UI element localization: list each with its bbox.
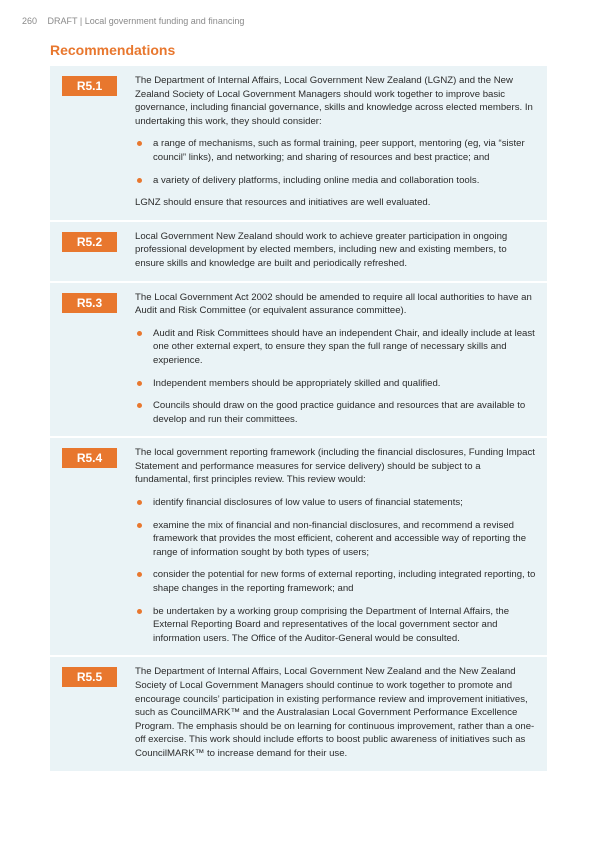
bullet-text: Independent members should be appropriately skilled and qualified. [153, 377, 441, 389]
recommendation-r5-1 [50, 66, 547, 222]
running-header [22, 16, 244, 26]
bullet-item [135, 174, 537, 188]
recommendation-intro: The local government reporting framework (including the financial disclosures, Funding Impact Statement and performance measures for service delivery) should be subject to a fundamental, first principles review. This review would: [135, 447, 535, 486]
recommendation-badge: R5.1 [62, 76, 117, 96]
bullet-text: Audit and Risk Committees should have an independent Chair, and ideally include at least one other external expert, to ensure they span the full range of necessary skills and experience. [153, 327, 535, 366]
bullet-dot-icon [137, 523, 142, 528]
recommendation-text [135, 665, 537, 760]
bullet-item [135, 568, 537, 595]
recommendation-badge: R5.2 [62, 232, 117, 252]
bullet-dot-icon [137, 403, 142, 408]
bullet-text: examine the mix of financial and non-financial disclosures, and recommend a revised framework that provides the most efficient, coherent and accessible way of reporting the range of information sought by both types of users; [153, 519, 527, 558]
recommendation-r5-3 [50, 283, 547, 439]
recommendation-outro: LGNZ should ensure that resources and initiatives are well evaluated. [135, 197, 431, 209]
bullet-item [135, 137, 537, 164]
recommendations-list [50, 66, 547, 773]
bullet-dot-icon [137, 331, 142, 336]
bullet-text: a range of mechanisms, such as formal training, peer support, mentoring (eg, via “sister council” links), and networking; and sharing of resources and best practice; and [153, 138, 525, 163]
bullet-dot-icon [137, 500, 142, 505]
recommendation-intro: The Local Government Act 2002 should be amended to require all local authorities to have an Audit and Risk Committee (or equivalent assurance committee). [135, 291, 532, 317]
bullet-text: a variety of delivery platforms, including online media and collaboration tools. [153, 174, 480, 186]
page-number: 260 [22, 16, 38, 26]
document-title: DRAFT | Local government funding and financing [47, 16, 245, 26]
bullet-dot-icon [137, 178, 142, 183]
bullet-dot-icon [137, 381, 142, 386]
bullet-item [135, 496, 537, 510]
bullet-item [135, 519, 537, 560]
recommendation-text [135, 291, 537, 427]
bullet-dot-icon [137, 609, 142, 614]
bullet-item [135, 399, 537, 426]
bullet-text: be undertaken by a working group comprising the Department of Internal Affairs, the External Reporting Board and representatives of the local government sector and information users. The Office of the Auditor-General would be consulted. [153, 605, 510, 644]
recommendation-text [135, 446, 537, 645]
recommendation-intro: The Department of Internal Affairs, Local Government New Zealand (LGNZ) and the New Zealand Society of Local Government Managers should work together to improve basic governance, including financial governance, skills and knowledge across elected members. In undertaking this work, they should consider: [135, 75, 533, 127]
bullet-text: consider the potential for new forms of external reporting, including integrated reporting, to shape changes in the reporting framework; and [153, 569, 536, 595]
bullet-text: Councils should draw on the good practice guidance and resources that are available to develop and run their committees. [153, 400, 526, 425]
bullet-dot-icon [137, 141, 142, 146]
recommendation-r5-5 [50, 657, 547, 772]
recommendation-text [135, 230, 537, 271]
bullet-item [135, 327, 537, 368]
recommendation-r5-2 [50, 222, 547, 283]
recommendation-intro: Local Government New Zealand should work to achieve greater participation in ongoing professional development by elected members, including new and existing members, to ensure skills and knowledge are built and periodically refreshed. [135, 230, 508, 269]
bullet-item [135, 605, 537, 646]
bullet-dot-icon [137, 572, 142, 577]
bullet-item [135, 377, 537, 391]
recommendation-text [135, 74, 537, 210]
recommendation-badge: R5.3 [62, 293, 117, 313]
recommendation-badge: R5.5 [62, 667, 117, 687]
recommendation-badge: R5.4 [62, 448, 117, 468]
bullet-text: identify financial disclosures of low value to users of financial statements; [153, 497, 463, 509]
section-title: Recommendations [50, 42, 176, 58]
bullet-list [135, 137, 537, 187]
recommendation-intro: The Department of Internal Affairs, Local Government New Zealand and the New Zealand Society of Local Government Managers should continue to work together to promote and encourage councils’ participation in existing performance review and improvement initiatives, such as CouncilMARK™ and the Australasian Local Government Performance Excellence Program. The emphasis should be on learning for continuous improvement, rather than a one-off exercise. This work should include efforts to boost public awareness of initiatives such as CouncilMARK™ to increase demand for their use. [135, 666, 535, 759]
bullet-list [135, 327, 537, 427]
recommendation-r5-4 [50, 438, 547, 657]
bullet-list [135, 496, 537, 645]
